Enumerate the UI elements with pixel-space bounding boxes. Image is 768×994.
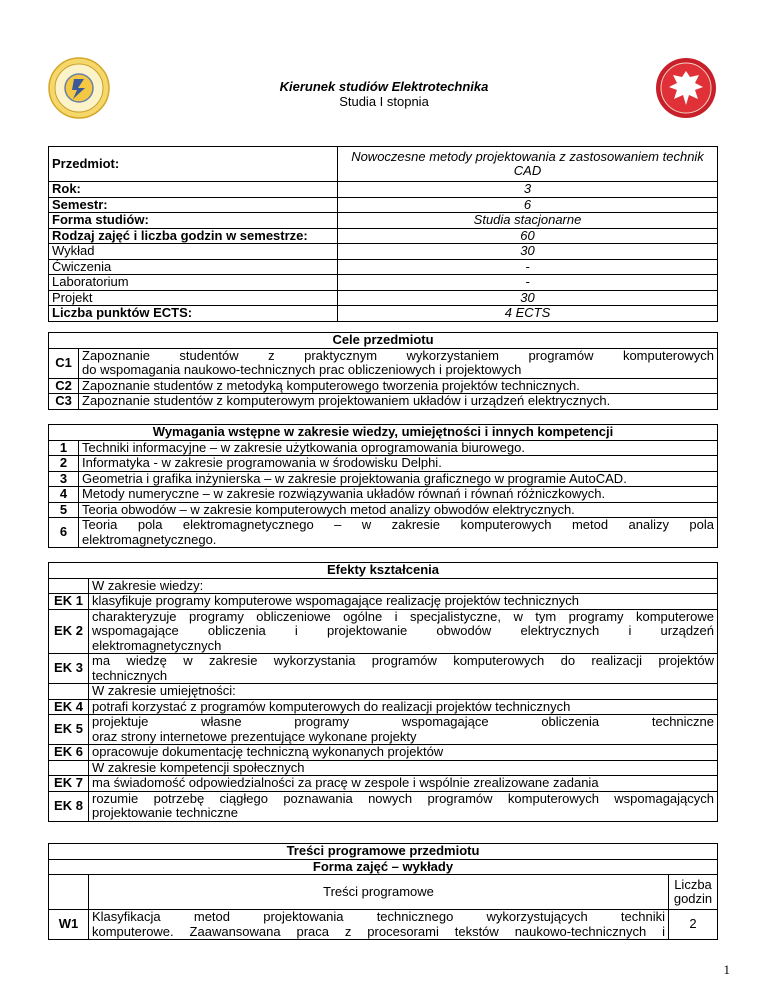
req-code: 1 xyxy=(49,440,79,456)
ek-text: projektuje własne programy wspomagające obliczenia techniczne oraz strony internetowe prezentujące wykonane projekty xyxy=(89,715,718,745)
info-label: Ćwiczenia xyxy=(49,259,338,275)
ek-text: charakteryzuje programy obliczeniowe ogólne i specjalistyczne, w tym programy komputerowe wspomagające obliczenia i projektowanie obwodów elektrycznych i urządzeń elektromagnetycznych xyxy=(89,609,718,654)
info-label: Liczba punktów ECTS: xyxy=(49,306,338,322)
req-text: Teoria pola elektromagnetycznego – w zakresie komputerowych metod analizy pola elektromagnetycznego. xyxy=(79,518,718,548)
column-header-hours: Liczba godzin xyxy=(669,875,718,910)
info-value: Nowoczesne metody projektowania z zastosowaniem technik CAD xyxy=(338,147,718,182)
info-value: - xyxy=(338,259,718,275)
req-text: Geometria i grafika inżynierska – w zakresie projektowania graficznego w programie AutoCAD. xyxy=(79,471,718,487)
ek-code: EK 3 xyxy=(49,654,89,684)
info-label: Rok: xyxy=(49,182,338,198)
competence-header: W zakresie kompetencji społecznych xyxy=(89,760,718,776)
req-text: Teoria obwodów – w zakresie komputerowych metod analizy obwodów elektrycznych. xyxy=(79,502,718,518)
req-code: 6 xyxy=(49,518,79,548)
page-number: 1 xyxy=(723,962,730,977)
ek-code: EK 4 xyxy=(49,699,89,715)
ek-text: potrafi korzystać z programów komputerowych do realizacji projektów technicznych xyxy=(89,699,718,715)
goals-table xyxy=(48,332,718,410)
program-subtitle: Studia I stopnia xyxy=(339,94,429,109)
ek-text: opracowuje dokumentację techniczną wykonanych projektów xyxy=(89,745,718,761)
info-value: Studia stacjonarne xyxy=(338,213,718,229)
column-header-content: Treści programowe xyxy=(89,875,669,910)
info-value: 6 xyxy=(338,197,718,213)
goal-text: Zapoznanie studentów z praktycznym wykorzystaniem programów komputerowych do wspomagania naukowo-technicznych prac obliczeniowych i projektowych xyxy=(79,348,718,378)
req-text: Informatyka - w zakresie programowania w środowisku Delphi. xyxy=(79,456,718,472)
ek-text: rozumie potrzebę ciągłego poznawania nowych programów komputerowych wspomagających projektowanie techniczne xyxy=(89,791,718,821)
info-label: Rodzaj zajęć i liczba godzin w semestrze: xyxy=(49,228,338,244)
info-label: Przedmiot: xyxy=(49,147,338,182)
info-value: 30 xyxy=(338,244,718,260)
info-label: Semestr: xyxy=(49,197,338,213)
ek-text: ma świadomość odpowiedzialności za pracę w zespole i wspólnie zrealizowane zadania xyxy=(89,776,718,792)
info-value: - xyxy=(338,275,718,291)
req-code: 4 xyxy=(49,487,79,503)
knowledge-header: W zakresie wiedzy: xyxy=(89,578,718,594)
ek-text: ma wiedzę w zakresie wykorzystania programów komputerowych do realizacji projektów technicznych xyxy=(89,654,718,684)
info-label: Forma studiów: xyxy=(49,213,338,229)
skills-header: W zakresie umiejętności: xyxy=(89,684,718,700)
program-table xyxy=(48,843,718,940)
outcomes-title: Efekty kształcenia xyxy=(49,563,718,579)
req-code: 5 xyxy=(49,502,79,518)
goal-code: C1 xyxy=(49,348,79,378)
info-value: 3 xyxy=(338,182,718,198)
req-text: Techniki informacyjne – w zakresie użytkowania oprogramowania biurowego. xyxy=(79,440,718,456)
info-label: Wykład xyxy=(49,244,338,260)
goals-title: Cele przedmiotu xyxy=(49,333,718,349)
req-code: 2 xyxy=(49,456,79,472)
req-text: Metody numeryczne – w zakresie rozwiązywania układów równań i równań różniczkowych. xyxy=(79,487,718,503)
ek-code: EK 6 xyxy=(49,745,89,761)
ek-code: EK 5 xyxy=(49,715,89,745)
ek-code: EK 7 xyxy=(49,776,89,792)
lecture-text: Klasyfikacja metod projektowania technicznego wykorzystujących techniki komputerowe. Zaawansowana praca z procesorami tekstów naukowo-technicznych i xyxy=(89,910,669,940)
goal-text: Zapoznanie studentów z komputerowym projektowaniem układów i urządzeń elektrycznych. xyxy=(79,394,718,410)
ek-code: EK 2 xyxy=(49,609,89,654)
program-title: Kierunek studiów Elektrotechnika xyxy=(279,79,489,94)
info-value: 30 xyxy=(338,290,718,306)
info-value: 60 xyxy=(338,228,718,244)
program-form: Forma zajęć – wykłady xyxy=(49,859,718,875)
info-label: Laboratorium xyxy=(49,275,338,291)
info-value: 4 ECTS xyxy=(338,306,718,322)
goal-code: C3 xyxy=(49,394,79,410)
course-info-table xyxy=(48,146,718,322)
info-label: Projekt xyxy=(49,290,338,306)
outcomes-table xyxy=(48,562,718,822)
ek-code: EK 1 xyxy=(49,594,89,610)
requirements-title: Wymagania wstępne w zakresie wiedzy, umiejętności i innych kompetencji xyxy=(49,425,718,441)
ek-text: klasyfikuje programy komputerowe wspomagające realizację projektów technicznych xyxy=(89,594,718,610)
req-code: 3 xyxy=(49,471,79,487)
goal-text: Zapoznanie studentów z metodyką komputerowego tworzenia projektów technicznych. xyxy=(79,378,718,394)
program-title: Treści programowe przedmiotu xyxy=(49,844,718,860)
ek-code: EK 8 xyxy=(49,791,89,821)
lecture-hours: 2 xyxy=(669,910,718,940)
goal-code: C2 xyxy=(49,378,79,394)
requirements-table xyxy=(48,424,718,548)
lecture-code: W1 xyxy=(49,910,89,940)
